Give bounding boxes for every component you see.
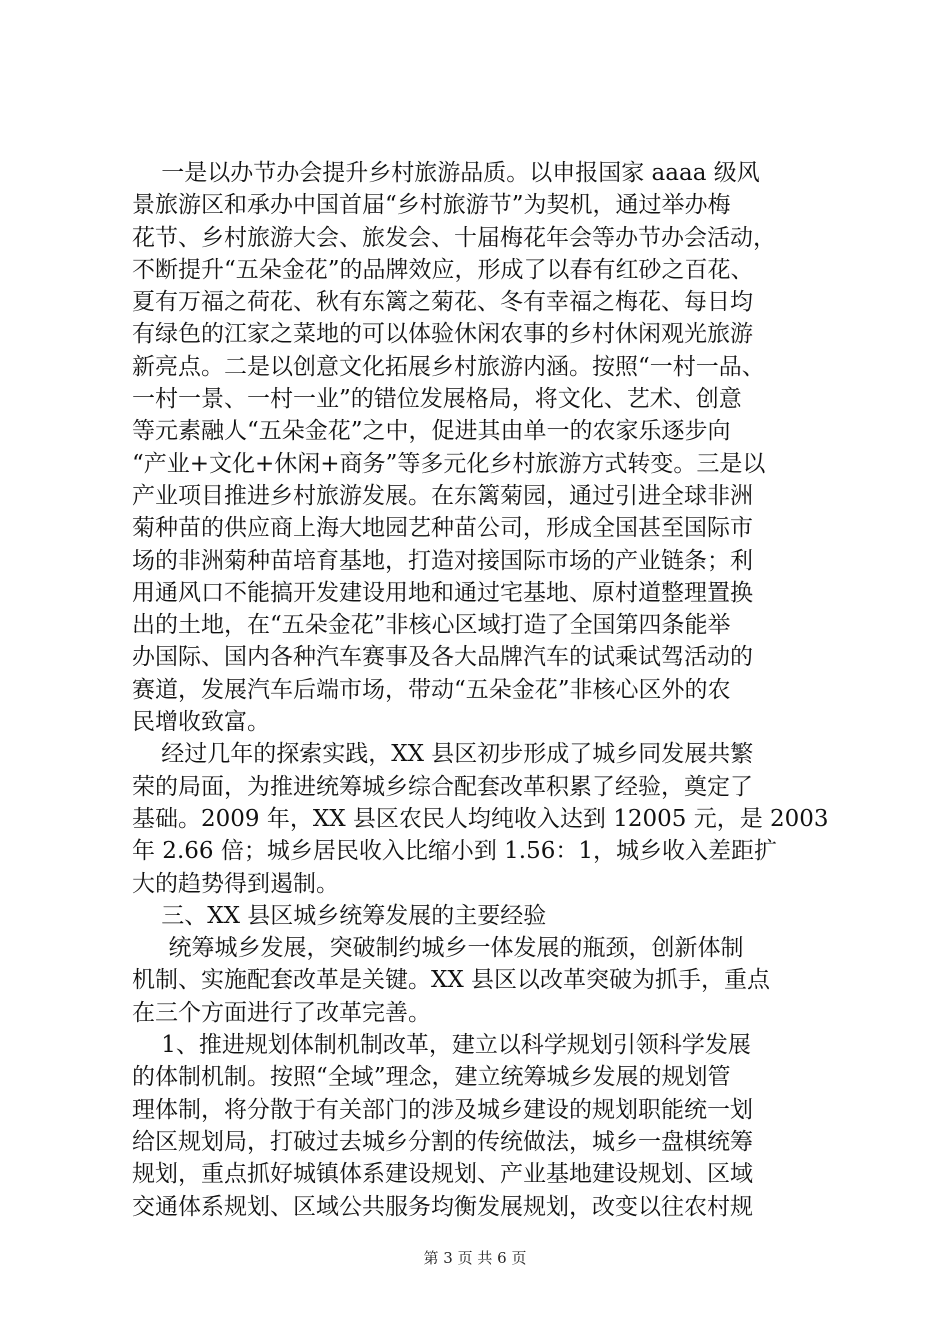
text-line: 办国际、国内各种汽车赛事及各大品牌汽车的试乘试驾活动的 xyxy=(132,644,753,671)
text-line: 大的趋势得到遏制。 xyxy=(132,870,339,897)
text-line: 菊种苗的供应商上海大地园艺种苗公司，形成全国甚至国际市 xyxy=(132,515,753,542)
text-line: 经过几年的探索实践，XX 县区初步形成了城乡同发展共繁 xyxy=(132,741,754,768)
text-line: 的体制机制。按照“全域”理念，建立统筹城乡发展的规划管 xyxy=(132,1064,731,1091)
section-heading: 三、XX 县区城乡统筹发展的主要经验 xyxy=(132,902,547,929)
text-line: 年 2.66 倍；城乡居民收入比缩小到 1.56：1，城乡收入差距扩 xyxy=(132,838,777,865)
text-line: 不断提升“五朵金花”的品牌效应，形成了以春有红砂之百花、 xyxy=(132,256,754,283)
text-line: 给区规划局，打破过去城乡分割的传统做法，城乡一盘棋统筹 xyxy=(132,1128,753,1155)
text-line: 景旅游区和承办中国首届“乡村旅游节”为契机，通过举办梅 xyxy=(132,192,731,219)
text-line: 场的非洲菊种苗培育基地，打造对接国际市场的产业链条；利 xyxy=(132,547,753,574)
text-line: 有绿色的江家之菜地的可以体验休闲农事的乡村休闲观光旅游 xyxy=(132,321,753,348)
text-line: 民增收致富。 xyxy=(132,709,270,736)
text-line: “产业+文化+休闲+商务”等多元化乡村旅游方式转变。三是以 xyxy=(132,450,766,477)
page-number: 第 3 页 共 6 页 xyxy=(423,1249,527,1267)
text-line: 赛道，发展汽车后端市场，带动“五朵金花”非核心区外的农 xyxy=(132,676,731,703)
text-line: 新亮点。二是以创意文化拓展乡村旅游内涵。按照“一村一品、 xyxy=(132,353,765,380)
page-footer xyxy=(0,1247,950,1268)
text-line: 1、推进规划体制机制改革，建立以科学规划引领科学发展 xyxy=(132,1032,751,1059)
text-line: 荣的局面，为推进统筹城乡综合配套改革积累了经验，奠定了 xyxy=(132,773,753,800)
text-line: 交通体系规划、区域公共服务均衡发展规划，改变以往农村规 xyxy=(132,1193,753,1220)
text-line: 一是以办节办会提升乡村旅游品质。以申报国家 aaaa 级风 xyxy=(132,160,760,186)
text-line: 规划，重点抓好城镇体系建设规划、产业基地建设规划、区域 xyxy=(132,1161,753,1188)
body-text xyxy=(132,157,837,1223)
text-line: 一村一景、一村一业”的错位发展格局，将文化、艺术、创意 xyxy=(132,386,742,413)
text-line: 用通风口不能搞开发建设用地和通过宅基地、原村道整理置换 xyxy=(132,579,753,606)
text-line: 统筹城乡发展，突破制约城乡一体发展的瓶颈，创新体制 xyxy=(132,935,744,962)
text-line: 夏有万福之荷花、秋有东篱之菊花、冬有幸福之梅花、每日均 xyxy=(132,289,753,316)
text-line: 等元素融人“五朵金花”之中，促进其由单一的农家乐逐步向 xyxy=(132,418,731,445)
text-line: 基础。2009 年，XX 县区农民人均纯收入达到 12005 元，是 2003 xyxy=(132,805,829,832)
text-line: 机制、实施配套改革是关键。XX 县区以改革突破为抓手，重点 xyxy=(132,967,771,994)
text-line: 理体制，将分散于有关部门的涉及城乡建设的规划职能统一划 xyxy=(132,1096,753,1123)
text-line: 产业项目推进乡村旅游发展。在东篱菊园，通过引进全球非洲 xyxy=(132,482,753,509)
text-line: 在三个方面进行了改革完善。 xyxy=(132,999,431,1026)
text-line: 出的土地，在“五朵金花”非核心区域打造了全国第四条能举 xyxy=(132,612,731,639)
text-line: 花节、乡村旅游大会、旅发会、十届梅花年会等办节办会活动， xyxy=(132,224,776,251)
